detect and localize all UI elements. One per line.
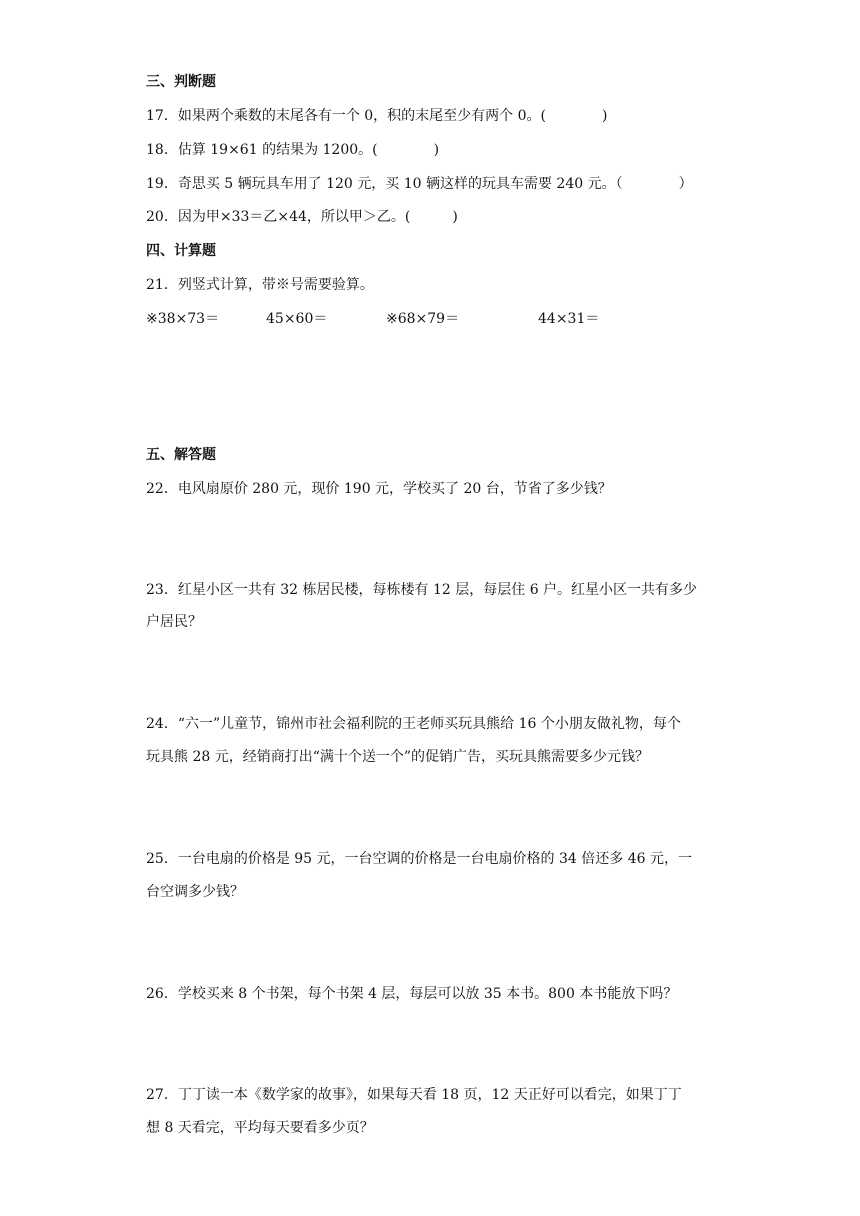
question-21: 21．列竖式计算，带※号需要验算。 [146,277,374,293]
question-24-line-2: 玩具熊 28 元，经销商打出“满十个送一个”的促销广告，买玩具熊需要多少元钱？ [146,749,650,765]
question-24-line-1: 24．“六一”儿童节，锦州市社会福利院的王老师买玩具熊给 16 个小朋友做礼物，每个 [146,716,681,732]
section-heading-judge: 三、判断题 [146,74,216,90]
question-23-line-2: 户居民？ [146,614,202,630]
question-22: 22．电风扇原价 280 元，现价 190 元，学校买了 20 台，节省了多少钱？ [146,481,612,497]
question-26: 26．学校买来 8 个书架，每个书架 4 层，每层可以放 35 本书。800 本书能放下吗？ [146,986,678,1002]
calc-problem-2: 45×60＝ [266,311,328,327]
question-19: 19．奇思买 5 辆玩具车用了 120 元，买 10 辆这样的玩具车需要 240 元。（ ） [146,176,693,192]
question-20: 20．因为甲×33＝乙×44，所以甲＞乙。( ) [146,209,458,225]
section-heading-calc: 四、计算题 [146,243,216,259]
calc-problem-1: ※38×73＝ [146,311,220,327]
question-25-line-1: 25．一台电扇的价格是 95 元，一台空调的价格是一台电扇价格的 34 倍还多 46 元，一 [146,851,692,867]
calc-problem-3: ※68×79＝ [386,311,460,327]
calc-problem-4: 44×31＝ [538,311,600,327]
section-heading-solve: 五、解答题 [146,447,216,463]
question-25-line-2: 台空调多少钱？ [146,884,244,900]
question-27-line-2: 想 8 天看完，平均每天要看多少页？ [146,1120,374,1136]
question-27-line-1: 27．丁丁读一本《数学家的故事》，如果每天看 18 页，12 天正好可以看完，如果丁丁 [146,1087,682,1103]
question-23-line-1: 23．红星小区一共有 32 栋居民楼，每栋楼有 12 层，每层住 6 户。红星小区一共有多少 [146,582,698,598]
question-18: 18．估算 19×61 的结果为 1200。( ) [146,142,440,158]
question-17: 17．如果两个乘数的末尾各有一个 0，积的末尾至少有两个 0。( ) [146,108,608,124]
